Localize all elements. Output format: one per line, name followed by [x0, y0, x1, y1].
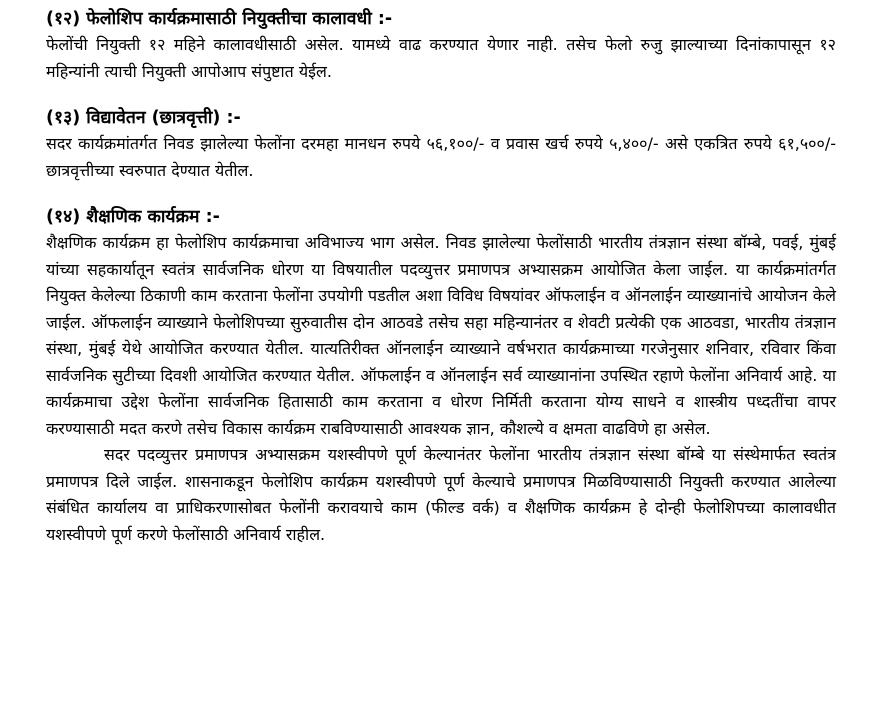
section-14-paragraph-1: शैक्षणिक कार्यक्रम हा फेलोशिप कार्यक्रमाचा अविभाज्य भाग असेल. निवड झालेल्या फेलोंसाठी भारतीय तंत्रज्ञान संस्था बॉम्बे, पवई, मुंबई यांच्या सहकार्यातून स्वतंत्र सार्वजनिक धोरण या विषयातील पदव्युत्तर प्रमाणपत्र अभ्यासक्रम आयोजित केला जाईल. या कार्यक्रमांतर्गत नियुक्त केलेल्या ठिकाणी काम करताना फेलोंना उपयोगी पडतील अशा विविध विषयांवर ऑफलाईन व ऑनलाईन व्याख्यानांचे आयोजन केले जाईल. ऑफलाईन व्याख्याने फेलोशिपच्या सुरुवातीस दोन आठवडे तसेच सहा महिन्यानंतर व शेवटी प्रत्येकी एक आठवडा, भारतीय तंत्रज्ञान संस्था, मुंबई येथे आयोजित करण्यात येतील. यात्यतिरीक्त ऑनलाईन व्याख्याने वर्षभरात कार्यक्रमाच्या गरजेनुसार शनिवार, रविवार किंवा सार्वजनिक सुटीच्या दिवशी आयोजित करण्यात येतील. ऑफलाईन व ऑनलाईन सर्व व्याख्यानांना उपस्थित रहाणे फेलोंना अनिवार्य आहे. या कार्यक्रमाचा उद्देश फेलोंना सार्वजनिक हितासाठी काम करताना व धोरण निर्मिती करताना योग्य साधने व शास्त्रीय पध्दतींचा वापर करण्यासाठी मदत करणे तसेच विकास कार्यक्रम राबविण्यासाठी आवश्यक ज्ञान, कौशल्ये व क्षमता वाढविणे हा असेल.	[46, 233, 836, 438]
section-13	[46, 99, 836, 184]
section-12-paragraph: फेलोंची नियुक्ती १२ महिने कालावधीसाठी असेल. यामध्ये वाढ करण्यात येणार नाही. तसेच फेलो रुजु झाल्याच्या दिनांकापासून १२ महिन्यांनी त्याची नियुक्ती आपोआप संपुष्टात येईल.	[46, 35, 836, 81]
section-14	[46, 198, 836, 548]
section-12-heading: (१२) फेलोशिप कार्यक्रमासाठी नियुक्तीचा कालावधी :-	[46, 9, 393, 29]
section-13-heading: (१३) विद्यावेतन (छात्रवृत्ती) :-	[46, 108, 241, 128]
section-gap	[46, 85, 836, 99]
document-page	[46, 0, 836, 548]
section-gap	[46, 184, 836, 198]
section-14-paragraph-2: सदर पदव्युत्तर प्रमाणपत्र अभ्यासक्रम यशस्वीपणे पूर्ण केल्यानंतर फेलोंना भारतीय तंत्रज्ञान संस्था बॉम्बे या संस्थेमार्फत स्वतंत्र प्रमाणपत्र दिले जाईल. शासनाकडून फेलोशिप कार्यक्रम यशस्वीपणे पूर्ण केल्याचे प्रमाणपत्र मिळविण्यासाठी नियुक्ती करण्यात आलेल्या संबंधित कार्यालय वा प्राधिकरणासोबत फेलोंनी करावयाचे काम (फील्ड वर्क) व शैक्षणिक कार्यक्रम हे दोन्ही फेलोशिपच्या कालावधीत यशस्वीपणे पूर्ण करणे फेलोंसाठी अनिवार्य राहील.	[46, 445, 836, 544]
section-12	[46, 0, 836, 85]
section-14-heading: (१४) शैक्षणिक कार्यक्रम :-	[46, 207, 220, 227]
section-13-paragraph: सदर कार्यक्रमांतर्गत निवड झालेल्या फेलोंना दरमहा मानधन रुपये ५६,१००/- व प्रवास खर्च रुपये ५,४००/- असे एकत्रित रुपये ६१,५००/- छात्रवृत्तीच्या स्वरुपात देण्यात येतील.	[46, 134, 836, 180]
